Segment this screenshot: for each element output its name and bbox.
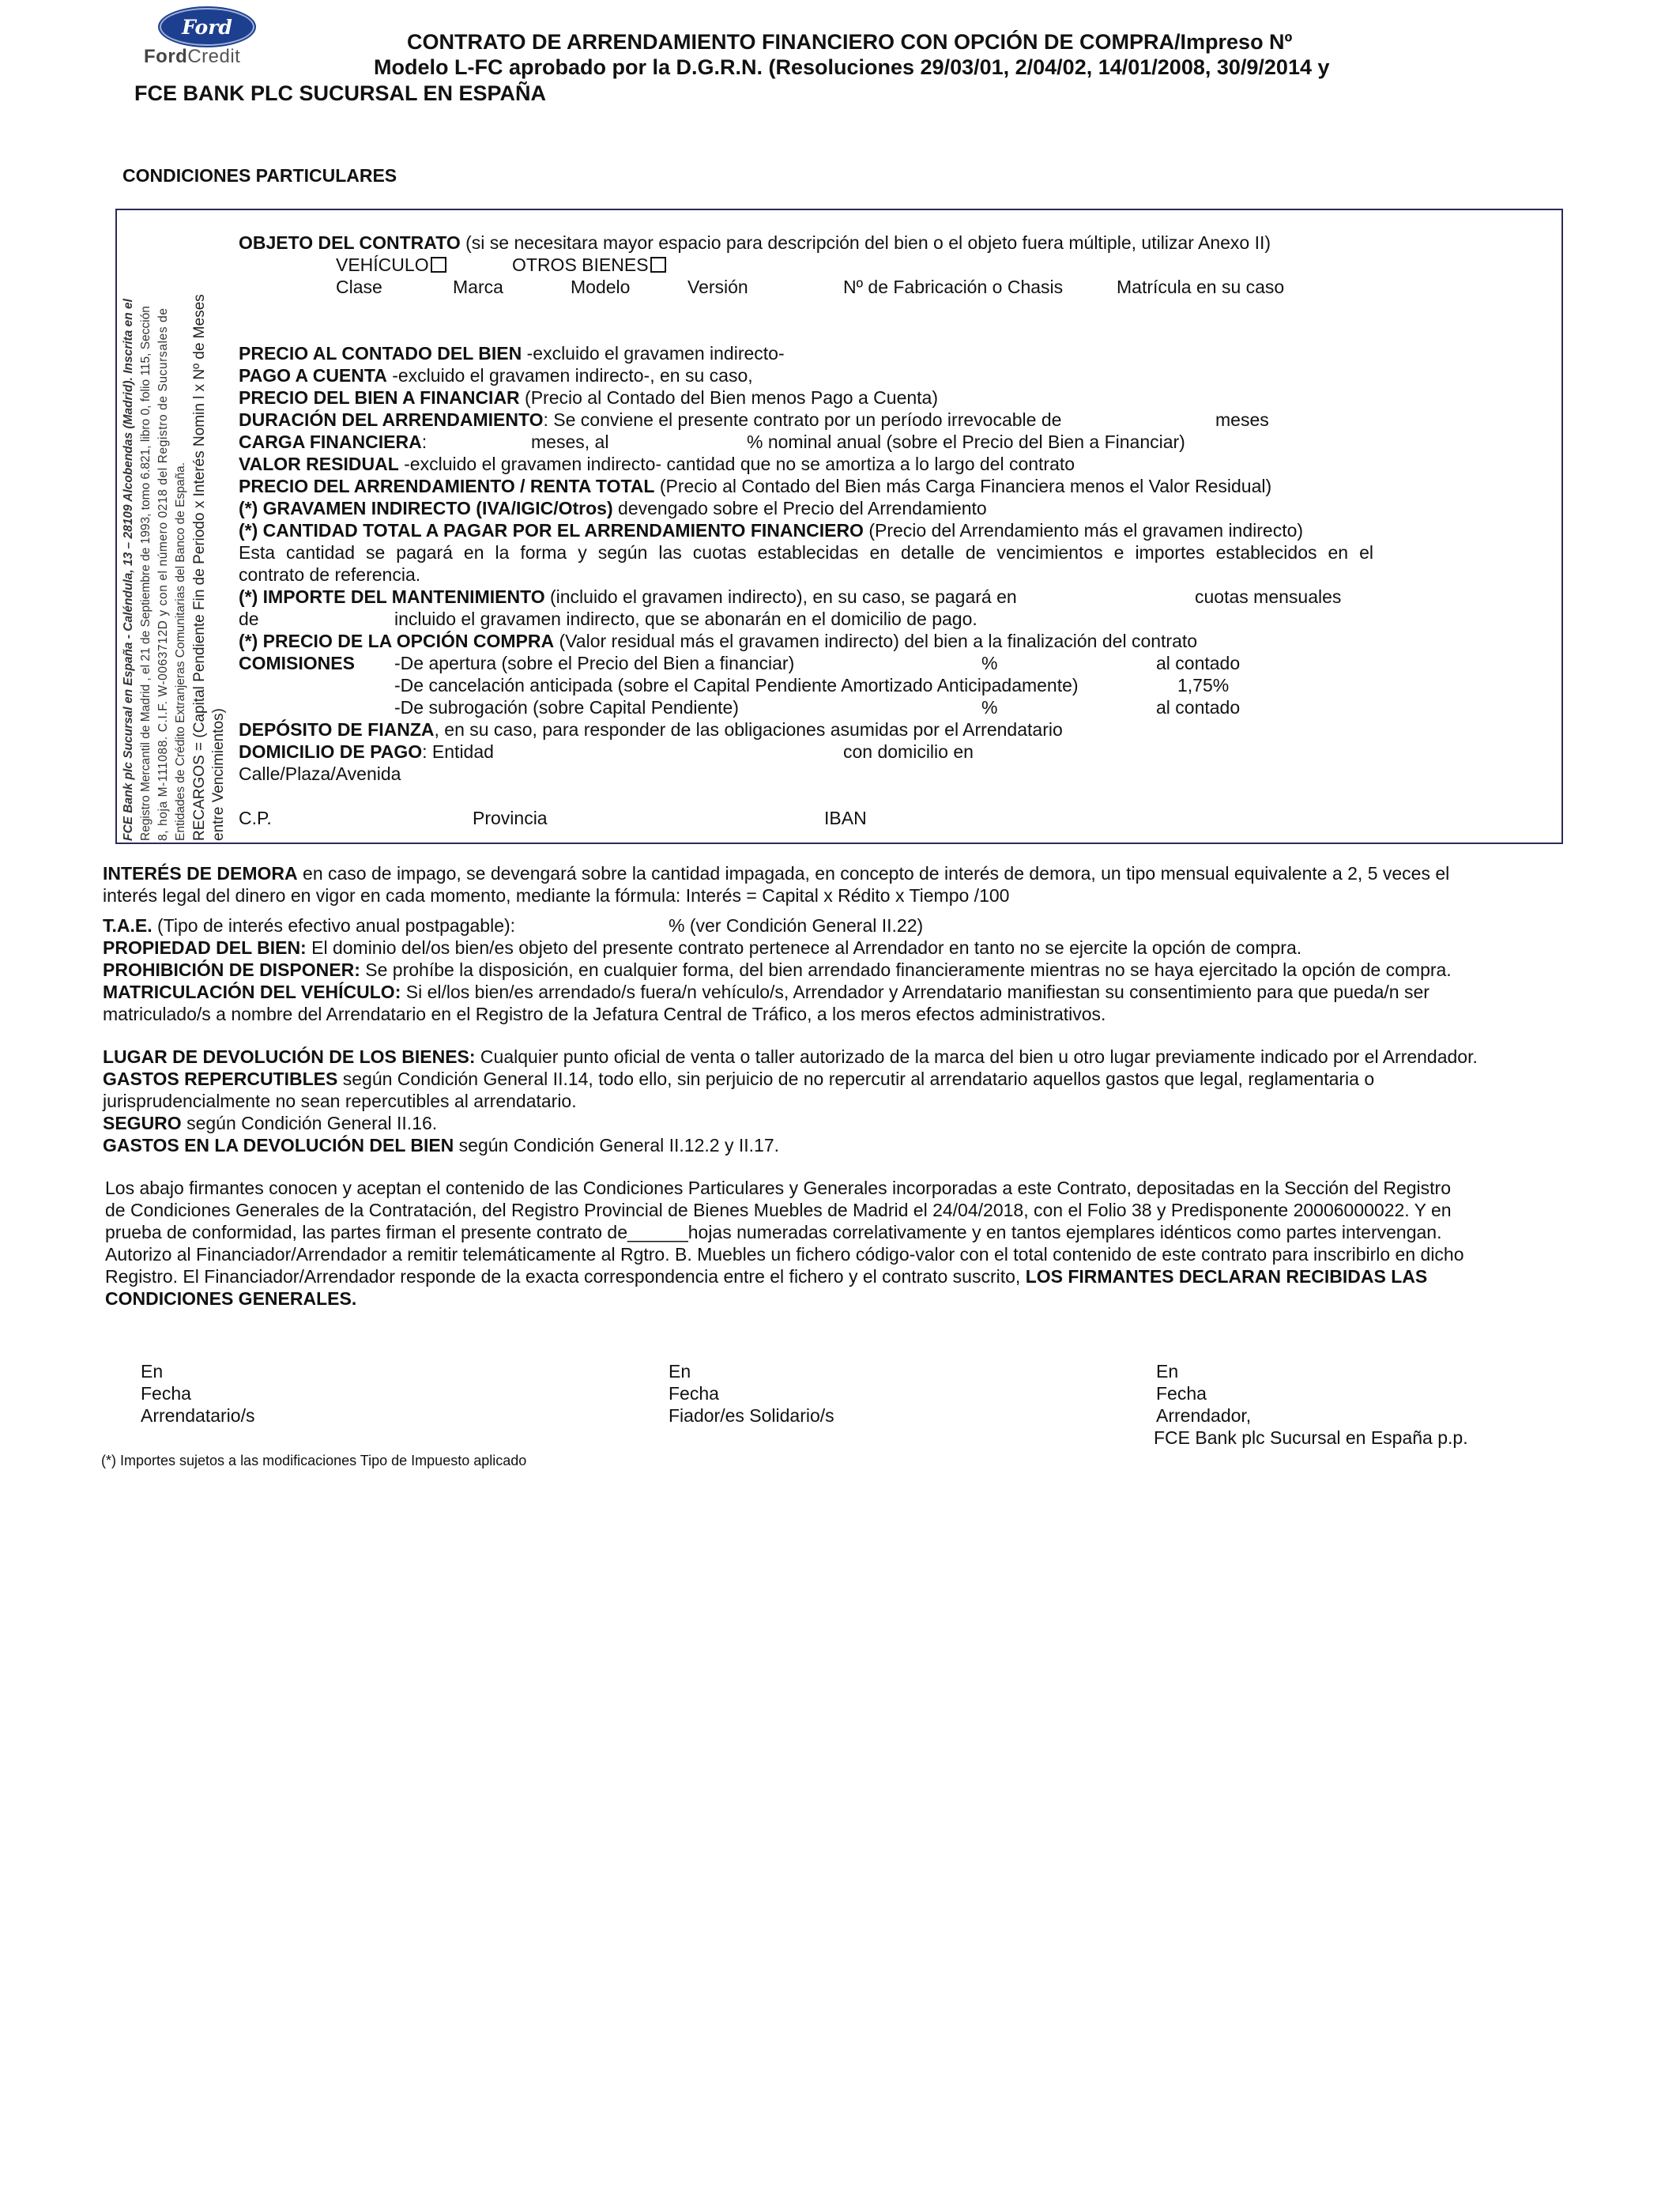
gastos-devolucion: GASTOS EN LA DEVOLUCIÓN DEL BIEN según Condición General II.12.2 y II.17. xyxy=(103,1135,779,1155)
firmantes-p1: Los abajo firmantes conocen y aceptan el contenido de las Condiciones Particulares y Generales incorporadas a este Contrato, depositadas en la Sección del Registro xyxy=(105,1178,1452,1198)
col-matricula: Matrícula en su caso xyxy=(1117,277,1285,297)
matriculacion: MATRICULACIÓN DEL VEHÍCULO: Si el/los bien/es arrendado/s fuera/n vehículo/s, Arrendador y Arrendatario manifiestan su consentimiento para que pueda/n ser xyxy=(103,982,1430,1002)
cantidad-total-line-2: Esta cantidad se pagará en la forma y según las cuotas establecidas en detalle de vencimientos e importes establecidos en el xyxy=(239,542,1373,563)
mantenimiento-line-2: incluido el gravamen indirecto, que se abonarán en el domicilio de pago. xyxy=(394,609,977,629)
domicilio-pago: DOMICILIO DE PAGO: Entidad xyxy=(239,741,494,762)
seguro: SEGURO según Condición General II.16. xyxy=(103,1113,438,1133)
sig-fiador-en: En xyxy=(669,1361,691,1382)
sig-arrendador-en: En xyxy=(1156,1361,1179,1382)
sidebar-recargos-1: RECARGOS = (Capital Pendiente Fin de Periodo x Interés Nomin l x Nº de Meses xyxy=(191,294,208,841)
section-title: CONDICIONES PARTICULARES xyxy=(122,165,397,186)
cantidad-total: (*) CANTIDAD TOTAL A PAGAR POR EL ARRENDAMIENTO FINANCIERO (Precio del Arrendamiento más el gravamen indirecto) xyxy=(239,520,1304,541)
propiedad-bien: PROPIEDAD DEL BIEN: El dominio del/os bien/es objeto del presente contrato pertenece al Arrendador en tanto no se ejercite la opción de compra. xyxy=(103,937,1302,958)
comision-cancelacion: -De cancelación anticipada (sobre el Capital Pendiente Amortizado Anticipadamente) xyxy=(394,675,1079,696)
header-line-2: Modelo L-FC aprobado por la D.G.R.N. (Resoluciones 29/03/01, 2/04/02, 14/01/2008, 30/9/2014 y xyxy=(374,55,1330,79)
duracion: DURACIÓN DEL ARRENDAMIENTO: Se conviene el presente contrato por un período irrevocable de xyxy=(239,409,1062,430)
otros-bienes-checkbox[interactable] xyxy=(650,257,666,273)
carga-financiera: CARGA FINANCIERA: xyxy=(239,432,428,452)
calle-plaza: Calle/Plaza/Avenida xyxy=(239,763,401,784)
firmantes-p4: Autorizo al Financiador/Arrendador a remitir telemáticamente al Rgtro. B. Muebles un fichero código-valor con el total contenido de este contrato para inscribirlo en dicho xyxy=(105,1244,1464,1265)
ford-credit-logo xyxy=(142,6,284,68)
sig-arrendador-company: FCE Bank plc Sucursal en España p.p. xyxy=(1154,1427,1468,1448)
otros-bienes-option: OTROS BIENES xyxy=(512,254,666,276)
sidebar-line-2: Registro Mercantil de Madrid , el 21 de Septiembre de 1993, tomo 6.821, libro 0, folio 115, Sección xyxy=(139,306,153,841)
header-line-3: FCE BANK PLC SUCURSAL EN ESPAÑA xyxy=(134,81,547,105)
vehiculo-option: VEHÍCULO xyxy=(336,254,446,276)
prohibicion-disponer: PROHIBICIÓN DE DISPONER: Se prohíbe la disposición, en cualquier forma, del bien arrendado financieramente mientras no se haya ejercitado la opción de compra. xyxy=(103,959,1452,980)
col-marca: Marca xyxy=(453,277,503,297)
firmantes-p3: prueba de conformidad, las partes firman el presente contrato de______hojas numeradas correlativamente y en tantos ejemplares idénticos como partes intervengan. xyxy=(105,1222,1442,1242)
ford-oval-icon: Ford xyxy=(160,8,254,46)
interes-demora: INTERÉS DE DEMORA en caso de impago, se devengará sobre la cantidad impagada, en concepto de interés de demora, un tipo mensual equivalente a 2, 5 veces el xyxy=(103,863,1450,884)
gravamen-indirecto: (*) GRAVAMEN INDIRECTO (IVA/IGIC/Otros) devengado sobre el Precio del Arrendamiento xyxy=(239,498,987,518)
mantenimiento: (*) IMPORTE DEL MANTENIMIENTO (incluido el gravamen indirecto), en su caso, se pagará en xyxy=(239,586,1017,607)
comision-apertura-pct: % xyxy=(981,653,998,673)
comision-apertura: -De apertura (sobre el Precio del Bien a financiar) xyxy=(394,653,795,673)
firmantes-p2: de Condiciones Generales de la Contratación, del Registro Provincial de Bienes Muebles de Madrid el 24/04/2018, con el Folio 38 y Predisponente 20006000022. Y en xyxy=(105,1200,1452,1220)
deposito-fianza: DEPÓSITO DE FIANZA, en su caso, para responder de las obligaciones asumidas por el Arrendatario xyxy=(239,719,1063,740)
sig-arrendatario-fecha: Fecha xyxy=(141,1383,191,1404)
pago-cuenta: PAGO A CUENTA -excluido el gravamen indirecto-, en su caso, xyxy=(239,365,753,386)
comisiones-label: COMISIONES xyxy=(239,653,355,673)
matriculacion-line-2: matriculado/s a nombre del Arrendatario en el Registro de la Jefatura Central de Tráfico, a los meros efectos administrativos. xyxy=(103,1004,1106,1024)
provincia: Provincia xyxy=(473,808,548,828)
col-modelo: Modelo xyxy=(571,277,631,297)
sidebar-line-1: FCE Bank plc Sucursal en España - Caléndula, 13 – 28109 Alcobendas (Madrid). Inscrita en el xyxy=(122,299,135,841)
domicilio-con: con domicilio en xyxy=(843,741,974,762)
precio-contado: PRECIO AL CONTADO DEL BIEN -excluido el gravamen indirecto- xyxy=(239,343,785,364)
duracion-meses: meses xyxy=(1215,409,1269,430)
firmantes-p5: Registro. El Financiador/Arrendador responde de la exacta correspondencia entre el fichero y el contrato suscrito, LOS FIRMANTES DECLARAN RECIBIDAS LAS xyxy=(105,1266,1428,1287)
gastos-repercutibles-line-2: jurisprudencialmente no sean repercutibles al arrendatario. xyxy=(103,1091,577,1111)
objeto-line: OBJETO DEL CONTRATO (si se necesitara mayor espacio para descripción del bien o el objeto fuera múltiple, utilizar Anexo II) xyxy=(239,232,1271,253)
mantenimiento-cuotas: cuotas mensuales xyxy=(1195,586,1342,607)
iban: IBAN xyxy=(824,808,867,828)
comision-subrogacion: -De subrogación (sobre Capital Pendiente) xyxy=(394,697,739,718)
precio-financiar: PRECIO DEL BIEN A FINANCIAR (Precio al Contado del Bien menos Pago a Cuenta) xyxy=(239,387,938,408)
sig-fiador-fecha: Fecha xyxy=(669,1383,719,1404)
mantenimiento-de: de xyxy=(239,609,259,629)
tae-ref: % (ver Condición General II.22) xyxy=(669,915,924,936)
comision-apertura-tail: al contado xyxy=(1156,653,1241,673)
sig-fiador-role: Fiador/es Solidario/s xyxy=(669,1405,834,1426)
firmantes-p6: CONDICIONES GENERALES. xyxy=(105,1288,357,1309)
col-chasis: Nº de Fabricación o Chasis xyxy=(843,277,1064,297)
carga-nominal: % nominal anual (sobre el Precio del Bien a Financiar) xyxy=(747,432,1185,452)
carga-meses: meses, al xyxy=(531,432,609,452)
sig-arrendatario-en: En xyxy=(141,1361,164,1382)
lugar-devolucion: LUGAR DE DEVOLUCIÓN DE LOS BIENES: Cualquier punto oficial de venta o taller autorizado de la marca del bien u otro lugar previamente indicado por el Arrendador. xyxy=(103,1046,1478,1067)
sig-arrendatario-role: Arrendatario/s xyxy=(141,1405,255,1426)
vertical-legal-sidebar xyxy=(119,217,229,841)
comision-subrogacion-pct: % xyxy=(981,697,998,718)
comision-subrogacion-tail: al contado xyxy=(1156,697,1241,718)
opcion-compra: (*) PRECIO DE LA OPCIÓN COMPRA (Valor residual más el gravamen indirecto) del bien a la finalización del contrato xyxy=(239,631,1198,651)
interes-demora-line-2: interés legal del dinero en vigor en cada momento, mediante la fórmula: Interés = Capital x Rédito x Tiempo /100 xyxy=(103,885,1010,906)
sidebar-recargos-2: entre Vencimientos) xyxy=(210,708,227,841)
col-clase: Clase xyxy=(336,277,382,297)
sig-arrendador-role: Arrendador, xyxy=(1156,1405,1252,1426)
gastos-repercutibles: GASTOS REPERCUTIBLES según Condición General II.14, todo ello, sin perjuicio de no repercutir al arrendatario aquellos gastos que legal, reglamentaria o xyxy=(103,1069,1375,1089)
sidebar-line-4: Entidades de Crédito Extranjeras Comunitarias del Banco de España. xyxy=(174,462,187,841)
valor-residual: VALOR RESIDUAL -excluido el gravamen indirecto- cantidad que no se amortiza a lo largo del contrato xyxy=(239,454,1075,474)
sig-arrendador-fecha: Fecha xyxy=(1156,1383,1207,1404)
cantidad-total-line-3: contrato de referencia. xyxy=(239,564,421,585)
tae: T.A.E. (Tipo de interés efectivo anual postpagable): xyxy=(103,915,516,936)
codigo-postal: C.P. xyxy=(239,808,272,828)
vehiculo-checkbox[interactable] xyxy=(431,257,446,273)
comision-cancelacion-value: 1,75% xyxy=(1177,675,1230,696)
col-version: Versión xyxy=(687,277,748,297)
header-line-1: CONTRATO DE ARRENDAMIENTO FINANCIERO CON OPCIÓN DE COMPRA/Impreso Nº xyxy=(407,30,1293,54)
renta-total: PRECIO DEL ARRENDAMIENTO / RENTA TOTAL (Precio al Contado del Bien más Carga Financiera menos el Valor Residual) xyxy=(239,476,1272,496)
ford-credit-wordmark: FordCredit xyxy=(144,46,241,67)
sidebar-line-3: 8, hoja M-111088. C.I.F. W-0063712D y con el número 0218 del Registro de Sucursales de xyxy=(156,307,170,841)
footnote: (*) Importes sujetos a las modificaciones Tipo de Impuesto aplicado xyxy=(101,1453,527,1468)
